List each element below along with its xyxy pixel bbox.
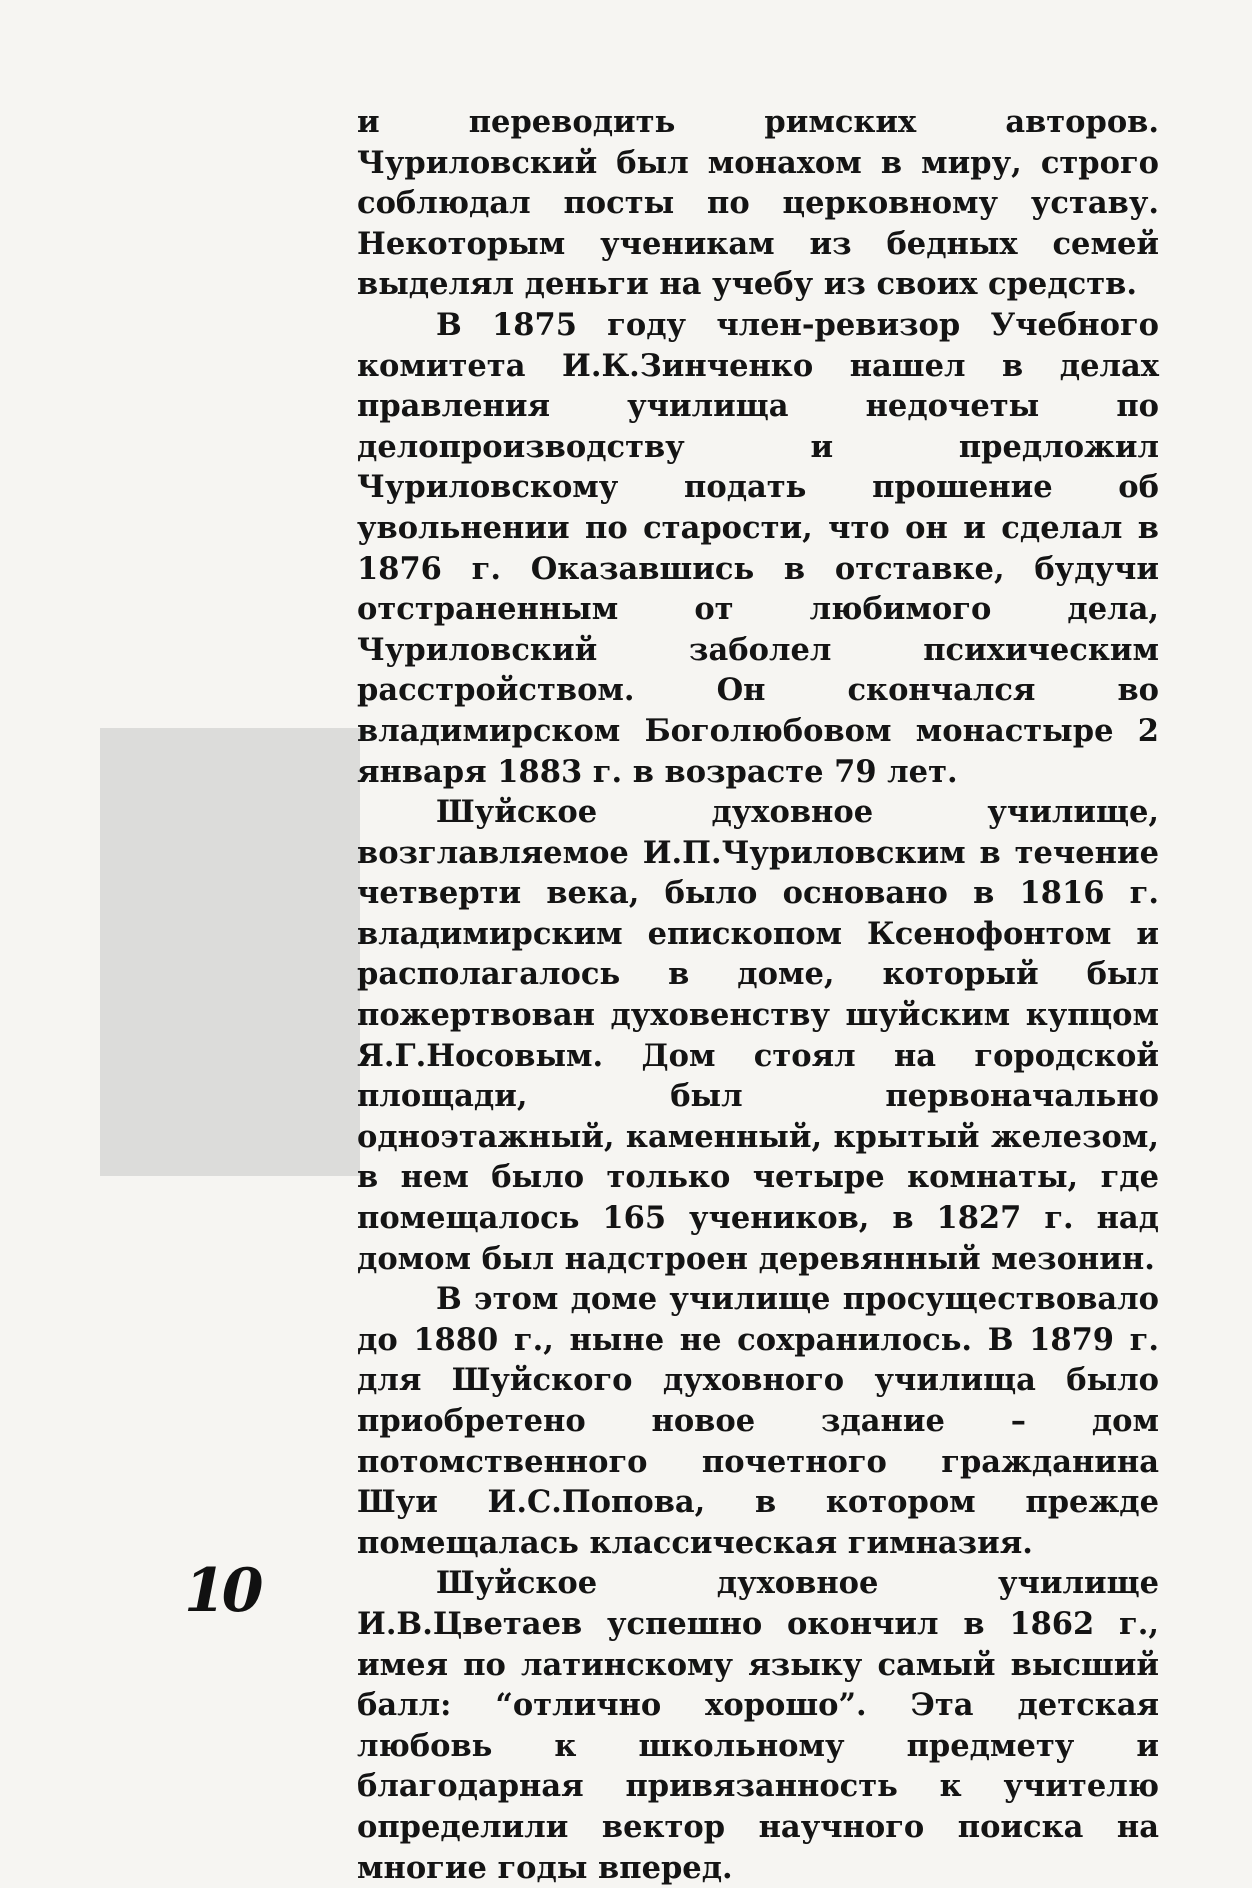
paragraph-3: Шуйское духовное училище, возглавляемое И.П.Чуриловским в течение четверти века, было основано в 1816 г. владимирским епископом Ксенофонтом и располагалось в доме, который был пожертвован духовенству шуйским купцом Я.Г.Носовым. Дом стоял на городской площади, был первоначально одноэтажный, каменный, крытый железом, в нем было только четыре комнаты, где помещалось 165 учеников, в 1827 г. над домом был надстроен деревянный мезонин.: [357, 794, 1159, 1277]
paragraph-5: Шуйское духовное училище И.В.Цветаев успешно окончил в 1862 г., имея по латинскому языку самый высший балл: “отлично хорошо”. Эта детская любовь к школьному предмету и благодарная привязанность к учителю определили вектор научного поиска на многие годы вперед.: [357, 1565, 1159, 1886]
bleed-through-photo: [100, 728, 360, 1176]
paragraph-1: и переводить римских авторов. Чуриловский был монахом в миру, строго соблюдал посты по церковному уставу. Некоторым ученикам из бедных семей выделял деньги на учебу из своих средств.: [357, 104, 1159, 303]
text-column: [357, 102, 1159, 1888]
paragraph-2: В 1875 году член-ревизор Учебного комитета И.К.Зинченко нашел в делах правления училища недочеты по делопроизводству и предложил Чуриловскому подать прошение об увольнении по старости, что он и сделал в 1876 г. Оказавшись в отставке, будучи отстраненным от любимого дела, Чуриловский заболел психическим расстройством. Он скончался во владимирском Боголюбовом монастыре 2 января 1883 г. в возрасте 79 лет.: [357, 306, 1159, 790]
paragraph-4: В этом доме училище просуществовало до 1880 г., ныне не сохранилось. В 1879 г. для Шуйского духовного училища было приобретено новое здание – дом потомственного почетного гражданина Шуи И.С.Попова, в котором прежде помещалась классическая гимназия.: [357, 1281, 1159, 1561]
page-number: 10: [184, 1556, 260, 1626]
